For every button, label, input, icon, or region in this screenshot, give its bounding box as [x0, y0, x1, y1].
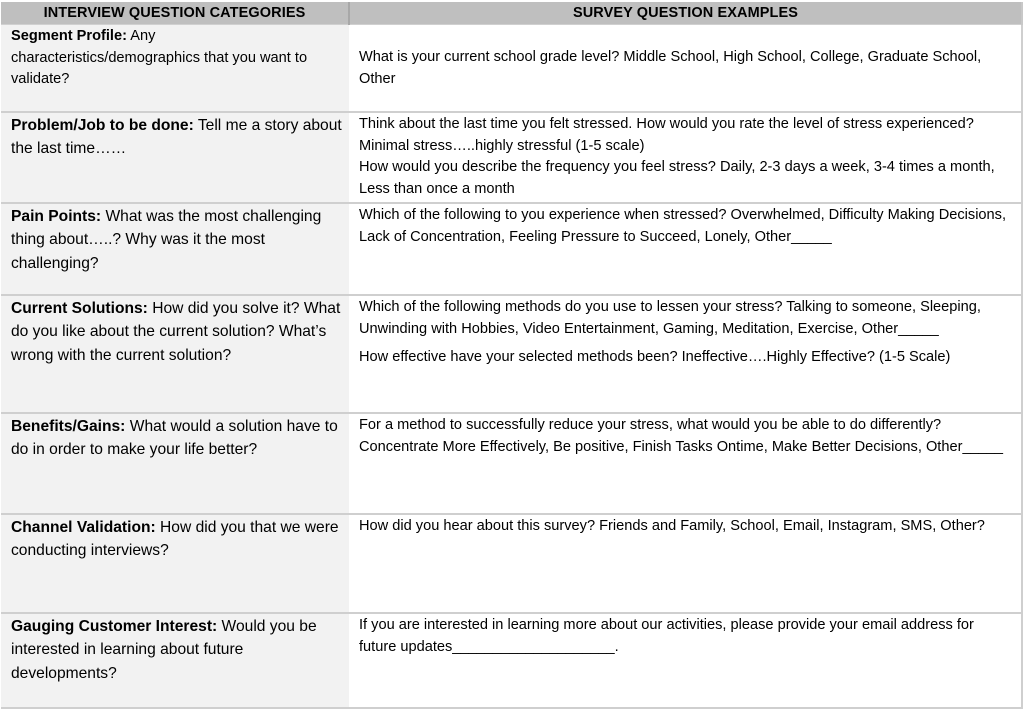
table-row-problem-job [1, 112, 1022, 203]
category-text: What was the most challenging thing about…..? Why was it the most challenging? [11, 208, 322, 272]
category-text: Would you be interested in learning about future developments? [11, 618, 317, 682]
table-row-current-solutions [1, 295, 1022, 413]
category-label: Benefits/Gains: [11, 418, 126, 435]
table-row-customer-interest [1, 613, 1022, 708]
category-cell [1, 295, 349, 413]
category-label: Channel Validation: [11, 519, 156, 536]
category-label: Pain Points: [11, 208, 102, 225]
header-survey-examples: SURVEY QUESTION EXAMPLES [349, 2, 1022, 25]
header-interview-categories: INTERVIEW QUESTION CATEGORIES [1, 2, 349, 25]
category-label: Segment Profile: [11, 28, 127, 44]
category-text: How did you solve it? What do you like about the current solution? What’s wrong with the current solution? [11, 300, 341, 364]
table-row-channel-validation [1, 514, 1022, 613]
table-row-benefits-gains [1, 413, 1022, 514]
survey-question: Think about the last time you felt stressed. How would you rate the level of stress experienced? Minimal stress…..highly stressful (1-5 scale) [359, 116, 974, 154]
survey-question: How effective have your selected methods been? Ineffective….Highly Effective? (1-5 Scale) [359, 349, 951, 365]
example-cell [349, 295, 1022, 413]
category-label: Problem/Job to be done: [11, 117, 194, 134]
category-cell [1, 112, 349, 203]
survey-question: Which of the following methods do you use to lessen your stress? Talking to someone, Sleeping, Unwinding with Hobbies, Video Entertainment, Gaming, Meditation, Exercise, Other_____ [359, 299, 981, 337]
table-row-pain-points [1, 203, 1022, 295]
category-text: Any characteristics/demographics that you want to validate? [11, 28, 308, 87]
survey-question: Which of the following to you experience when stressed? Overwhelmed, Difficulty Making Decisions, Lack of Concentration, Feeling Pressure to Succeed, Lonely, Other_____ [359, 207, 1007, 245]
survey-question: How did you hear about this survey? Friends and Family, School, Email, Instagram, SMS, Other? [359, 518, 985, 534]
category-cell [1, 613, 349, 708]
category-cell [1, 25, 349, 113]
category-text: What would a solution have to do in order to make your life better? [11, 418, 338, 459]
table-row-segment-profile [1, 25, 1022, 113]
example-cell [349, 613, 1022, 708]
category-text: How did you that we were conducting interviews? [11, 519, 339, 560]
survey-question: For a method to successfully reduce your stress, what would you be able to do differently? Concentrate More Effectively, Be positive, Finish Tasks Ontime, Make Better Decisions, Other_____ [359, 417, 1004, 455]
interview-survey-table [1, 2, 1023, 709]
example-cell [349, 514, 1022, 613]
category-label: Gauging Customer Interest: [11, 618, 218, 635]
example-cell [349, 413, 1022, 514]
category-label: Current Solutions: [11, 300, 148, 317]
category-cell [1, 413, 349, 514]
example-cell [349, 112, 1022, 203]
example-cell [349, 203, 1022, 295]
example-cell [349, 25, 1022, 113]
survey-question: How would you describe the frequency you feel stress? Daily, 2-3 days a week, 3-4 times a month, Less than once a month [359, 159, 995, 197]
category-cell [1, 514, 349, 613]
category-cell [1, 203, 349, 295]
table-header-row [1, 2, 1022, 25]
category-text: Tell me a story about the last time…… [11, 117, 342, 158]
survey-question: If you are interested in learning more about our activities, please provide your email address for future updates____________________. [359, 617, 974, 655]
survey-question: What is your current school grade level? Middle School, High School, College, Graduate School, Other [359, 49, 982, 87]
